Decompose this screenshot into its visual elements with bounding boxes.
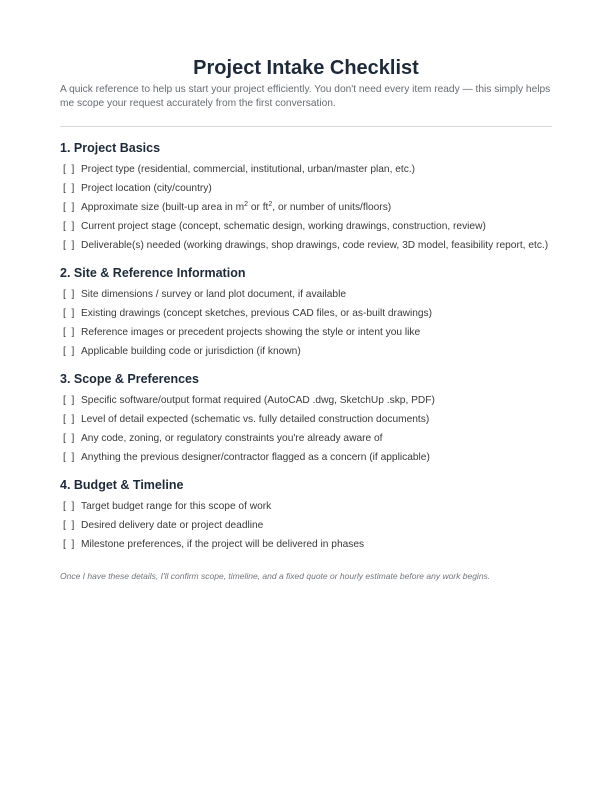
section-heading: 1. Project Basics (60, 141, 161, 155)
section-heading: 2. Site & Reference Information (60, 266, 246, 280)
checkbox[interactable]: [ ] (63, 183, 75, 194)
checklist-item (63, 220, 552, 233)
checklist-page (60, 56, 552, 591)
checkbox[interactable]: [ ] (63, 520, 75, 531)
item-text: Project location (city/country) (81, 183, 212, 194)
checklist-item (63, 451, 552, 464)
item-text: Reference images or precedent projects showing the style or intent you like (81, 327, 421, 338)
item-text: Target budget range for this scope of work (81, 501, 272, 512)
item-text: Specific software/output format required (AutoCAD .dwg, SketchUp .skp, PDF) (81, 395, 435, 406)
checkbox[interactable]: [ ] (63, 164, 75, 175)
checkbox[interactable]: [ ] (63, 327, 75, 338)
item-text: Milestone preferences, if the project will be delivered in phases (81, 539, 365, 550)
sections-container (60, 140, 552, 551)
item-text: Desired delivery date or project deadline (81, 520, 264, 531)
checkbox[interactable]: [ ] (63, 395, 75, 406)
item-text: Applicable building code or jurisdiction (if known) (81, 346, 301, 357)
item-text-part: or ft (247, 202, 269, 213)
checklist-item (63, 201, 552, 214)
checklist-item (63, 519, 552, 532)
item-text: Site dimensions / survey or land plot document, if available (81, 289, 347, 300)
divider (60, 126, 552, 127)
checkbox[interactable]: [ ] (63, 240, 75, 251)
page-title: Project Intake Checklist (193, 57, 419, 79)
checkbox[interactable]: [ ] (63, 539, 75, 550)
section-4 (60, 477, 552, 551)
checklist-item (63, 394, 552, 407)
item-text: Any code, zoning, or regulatory constraints you're already aware of (81, 433, 383, 444)
item-text: Current project stage (concept, schematic design, working drawings, construction, review) (81, 221, 486, 232)
section-3 (60, 371, 552, 464)
checklist-item (63, 432, 552, 445)
superscript: 2 (268, 201, 273, 208)
checklist-item (63, 163, 552, 176)
checkbox[interactable]: [ ] (63, 452, 75, 463)
checklist-item (63, 182, 552, 195)
item-text: Level of detail expected (schematic vs. fully detailed construction documents) (81, 414, 430, 425)
item-text: Anything the previous designer/contractor flagged as a concern (if applicable) (81, 452, 430, 463)
checkbox[interactable]: [ ] (63, 308, 75, 319)
checkbox[interactable]: [ ] (63, 501, 75, 512)
checkbox[interactable]: [ ] (63, 414, 75, 425)
checklist-item (63, 413, 552, 426)
item-text: Deliverable(s) needed (working drawings, shop drawings, code review, 3D model, feasibility report, etc.) (81, 240, 549, 251)
checklist-item (63, 239, 552, 252)
checkbox[interactable]: [ ] (63, 346, 75, 357)
section-heading: 3. Scope & Preferences (60, 372, 199, 386)
checklist-item (63, 307, 552, 320)
checklist-item (63, 345, 552, 358)
checklist-item (63, 326, 552, 339)
checklist-item (63, 288, 552, 301)
intro-text: A quick reference to help us start your project efficiently. You don't need every item ready — this simply helps me scope your request accurately from the first conversation. (60, 84, 551, 109)
checklist-item (63, 538, 552, 551)
item-text: Project type (residential, commercial, institutional, urban/master plan, etc.) (81, 164, 416, 175)
item-text: Existing drawings (concept sketches, previous CAD files, or as-built drawings) (81, 308, 433, 319)
checkbox[interactable]: [ ] (63, 433, 75, 444)
section-2 (60, 265, 552, 358)
section-1 (60, 140, 552, 252)
checkbox[interactable]: [ ] (63, 221, 75, 232)
checklist-item (63, 500, 552, 513)
footer-note: Once I have these details, I'll confirm scope, timeline, and a fixed quote or hourly estimate before any work begins. (60, 571, 491, 581)
checkbox[interactable]: [ ] (63, 289, 75, 300)
checkbox[interactable]: [ ] (63, 202, 75, 213)
item-text-part: Approximate size (built-up area in m (81, 202, 245, 213)
item-text-part: , or number of units/floors) (272, 202, 392, 213)
item-text (81, 202, 391, 213)
superscript: 2 (244, 201, 248, 208)
section-heading: 4. Budget & Timeline (60, 478, 184, 492)
